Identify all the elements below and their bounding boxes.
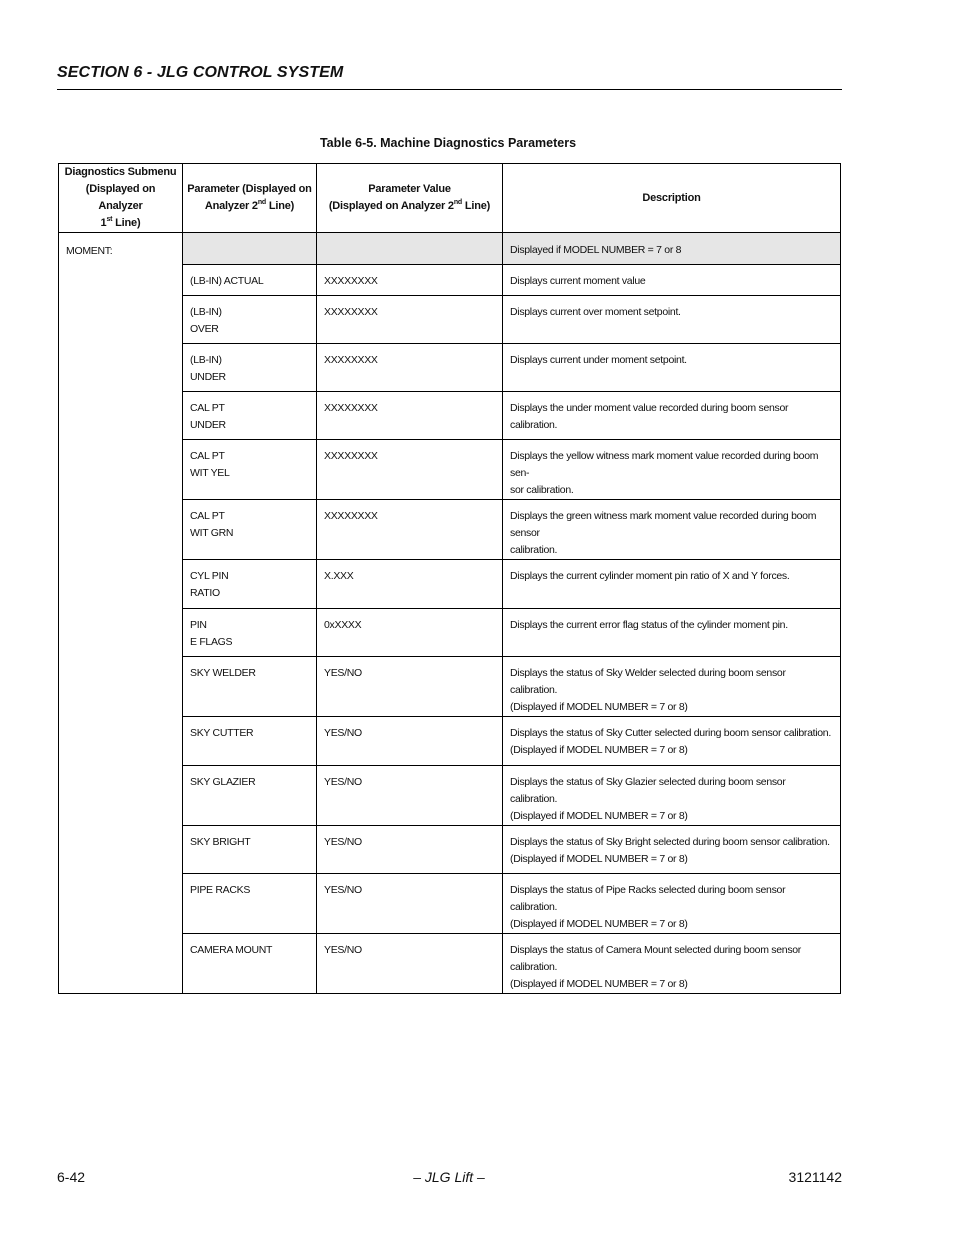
parameter-cell-line: CYL PIN — [190, 570, 229, 582]
parameter-cell — [183, 717, 317, 766]
footer-title: – JLG Lift – — [413, 1169, 485, 1185]
description-cell — [503, 344, 841, 392]
header-line: Diagnostics Submenu — [64, 166, 177, 178]
table-caption: Table 6-5. Machine Diagnostics Parameters — [319, 136, 577, 150]
header-line: (Displayed on Analyzer 2nd Line) — [328, 199, 491, 212]
parameter-cell — [183, 500, 317, 560]
parameter-cell-line: PIN — [190, 619, 207, 631]
description-cell — [503, 560, 841, 609]
parameter-cell — [183, 296, 317, 344]
value-cell-line: X.XXX — [324, 570, 354, 582]
document-number: 3121142 — [788, 1169, 842, 1185]
value-cell-line: YES/NO — [324, 884, 362, 896]
header-rule — [57, 89, 842, 90]
parameter-cell-line: WIT YEL — [190, 467, 230, 479]
description-cell-line: Displays current under moment setpoint. — [510, 354, 687, 366]
description-cell — [503, 874, 841, 934]
parameter-cell-line: SKY GLAZIER — [190, 776, 256, 788]
header-line: Parameter Value — [368, 183, 451, 195]
description-cell — [503, 296, 841, 344]
value-cell-line: XXXXXXXX — [324, 450, 378, 462]
table-header-row — [59, 164, 841, 233]
value-cell-line: YES/NO — [324, 776, 362, 788]
description-cell-line: calibration. — [510, 544, 558, 556]
description-cell-line: (Displayed if MODEL NUMBER = 7 or 8) — [510, 978, 688, 990]
value-cell-line: 0xXXXX — [324, 619, 362, 631]
value-cell — [317, 265, 503, 296]
description-cell-line: Displays the status of Sky Welder selected during boom sensor calibration. — [510, 667, 786, 696]
value-cell — [317, 657, 503, 717]
value-cell — [317, 344, 503, 392]
description-cell-line: Displays current over moment setpoint. — [510, 306, 681, 318]
description-cell — [503, 934, 841, 994]
header-line: Analyzer 2nd Line) — [204, 199, 295, 212]
description-cell — [503, 657, 841, 717]
value-cell-line: XXXXXXXX — [324, 354, 378, 366]
value-cell-line: YES/NO — [324, 836, 362, 848]
description-cell-line: (Displayed if MODEL NUMBER = 7 or 8) — [510, 810, 688, 822]
description-cell-line: (Displayed if MODEL NUMBER = 7 or 8) — [510, 744, 688, 756]
value-cell — [317, 717, 503, 766]
value-cell — [317, 500, 503, 560]
description-cell — [503, 440, 841, 500]
value-cell — [317, 560, 503, 609]
parameter-cell-line: UNDER — [190, 419, 226, 431]
description-cell-line: sor calibration. — [510, 484, 574, 496]
value-cell-line: XXXXXXXX — [324, 402, 378, 414]
machine-diagnostics-table — [58, 163, 841, 994]
description-cell — [503, 392, 841, 440]
header-description — [503, 164, 841, 233]
header-line: (Displayed on Analyzer — [85, 183, 156, 212]
description-cell-line: (Displayed if MODEL NUMBER = 7 or 8) — [510, 853, 688, 865]
description-cell — [503, 265, 841, 296]
parameter-cell-line: (LB-IN) — [190, 354, 222, 366]
value-cell — [317, 874, 503, 934]
parameter-cell-line: CAL PT — [190, 402, 225, 414]
header-parameter-value — [317, 164, 503, 233]
parameter-cell-line: RATIO — [190, 587, 220, 599]
description-cell-line: Displays the status of Sky Bright selected during boom sensor calibration. — [510, 836, 830, 848]
parameter-cell — [183, 392, 317, 440]
description-cell-line: (Displayed if MODEL NUMBER = 7 or 8) — [510, 918, 688, 930]
parameter-cell — [183, 826, 317, 874]
description-cell-line: Displays the green witness mark moment value recorded during boom sensor — [510, 510, 817, 539]
description-cell — [503, 609, 841, 657]
description-cell — [503, 826, 841, 874]
description-cell-line: Displays the status of Pipe Racks selected during boom sensor calibration. — [510, 884, 786, 913]
parameter-cell — [183, 934, 317, 994]
parameter-cell-line: OVER — [190, 323, 219, 335]
parameter-cell-line: PIPE RACKS — [190, 884, 251, 896]
parameter-cell — [183, 874, 317, 934]
value-cell — [317, 392, 503, 440]
parameter-cell — [183, 265, 317, 296]
parameter-cell — [183, 766, 317, 826]
header-parameter — [183, 164, 317, 233]
description-cell-line: Displays current moment value — [510, 275, 646, 287]
parameter-cell-line: (LB-IN) ACTUAL — [190, 275, 264, 287]
description-cell-line: (Displayed if MODEL NUMBER = 7 or 8) — [510, 701, 688, 713]
parameter-cell-line: CAL PT — [190, 510, 225, 522]
description-cell-line: Displays the status of Sky Glazier selected during boom sensor calibration. — [510, 776, 786, 805]
parameter-cell-line: (LB-IN) — [190, 306, 222, 318]
value-cell — [317, 233, 503, 265]
description-cell-line: Displays the yellow witness mark moment value recorded during boom sen- — [510, 450, 819, 479]
page-number: 6-42 — [57, 1169, 86, 1185]
parameter-cell-line: SKY CUTTER — [190, 727, 254, 739]
submenu-cell: MOMENT: — [59, 233, 183, 994]
description-cell-line: Displays the status of Sky Cutter selected during boom sensor calibration. — [510, 727, 831, 739]
value-cell — [317, 609, 503, 657]
value-cell — [317, 766, 503, 826]
value-cell-line: YES/NO — [324, 727, 362, 739]
parameter-cell-line: E FLAGS — [190, 636, 233, 648]
value-cell-line: XXXXXXXX — [324, 275, 378, 287]
header-line: Parameter (Displayed on — [187, 183, 312, 195]
parameter-cell-line: SKY WELDER — [190, 667, 256, 679]
header-line: Description — [642, 191, 701, 204]
value-cell — [317, 934, 503, 994]
section-header: SECTION 6 - JLG CONTROL SYSTEM — [57, 64, 344, 81]
description-cell-line: Displays the under moment value recorded during boom sensor calibration. — [510, 402, 789, 431]
description-cell-line: Displays the status of Camera Mount selected during boom sensor calibration. — [510, 944, 802, 973]
header-line: 1st Line) — [100, 216, 141, 229]
header-diagnostics-submenu — [59, 164, 183, 233]
value-cell-line: YES/NO — [324, 944, 362, 956]
value-cell — [317, 440, 503, 500]
parameter-cell — [183, 233, 317, 265]
parameter-cell — [183, 657, 317, 717]
parameter-cell — [183, 440, 317, 500]
value-cell — [317, 296, 503, 344]
parameter-cell — [183, 560, 317, 609]
parameter-cell-line: CAMERA MOUNT — [190, 944, 273, 956]
description-cell — [503, 717, 841, 766]
description-cell: Displayed if MODEL NUMBER = 7 or 8 — [503, 233, 841, 265]
parameter-cell-line: SKY BRIGHT — [190, 836, 251, 848]
description-cell — [503, 766, 841, 826]
description-cell-line: Displays the current error flag status of the cylinder moment pin. — [510, 619, 788, 631]
description-cell-line: Displays the current cylinder moment pin ratio of X and Y forces. — [510, 570, 790, 582]
value-cell — [317, 826, 503, 874]
parameter-cell-line: WIT GRN — [190, 527, 234, 539]
parameter-cell — [183, 609, 317, 657]
parameter-cell — [183, 344, 317, 392]
description-cell — [503, 500, 841, 560]
value-cell-line: YES/NO — [324, 667, 362, 679]
parameter-cell-line: UNDER — [190, 371, 226, 383]
value-cell-line: XXXXXXXX — [324, 510, 378, 522]
table-row — [59, 233, 841, 265]
parameter-cell-line: CAL PT — [190, 450, 225, 462]
value-cell-line: XXXXXXXX — [324, 306, 378, 318]
